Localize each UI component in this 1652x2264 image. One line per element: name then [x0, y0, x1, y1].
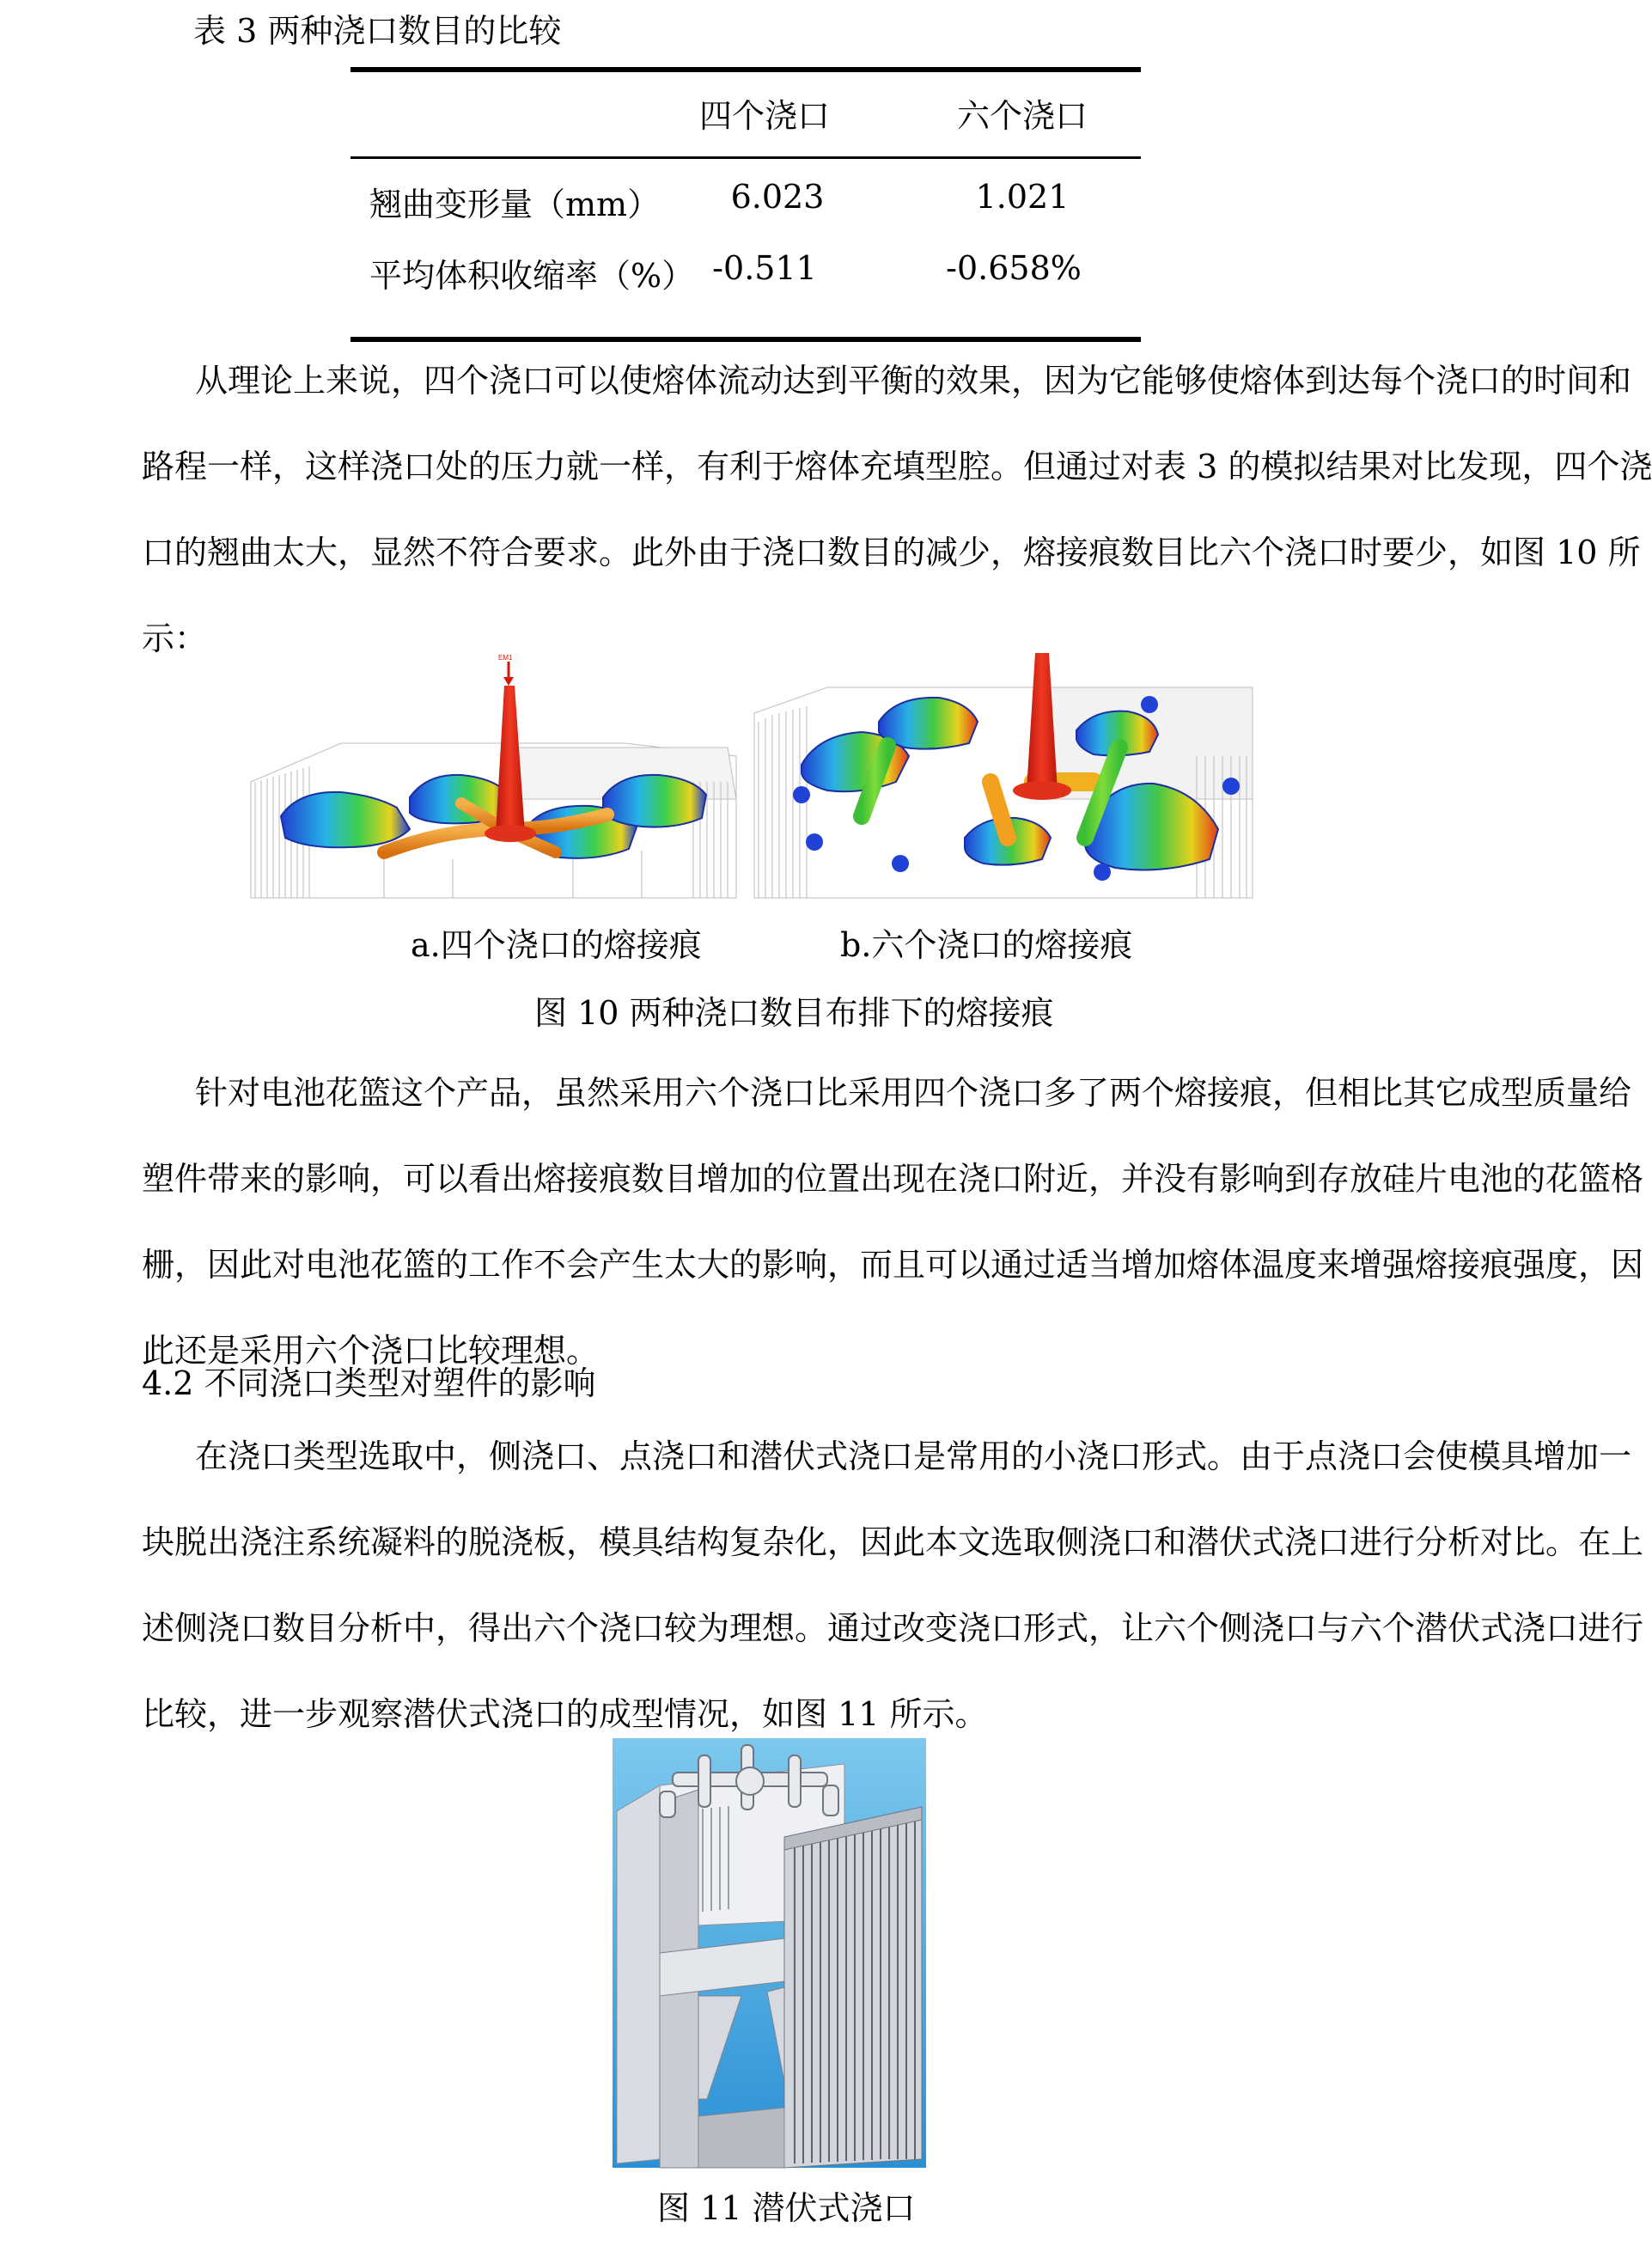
table-cell: 6.023 — [730, 178, 825, 216]
four-gate-weld-line-plot — [247, 653, 741, 898]
table-row-label: 平均体积收缩率（%） — [369, 257, 695, 295]
six-gate-weld-line-plot — [750, 653, 1253, 898]
text-line: 从理论上来说，四个浇口可以使熔体流动达到平衡的效果，因为它能够使熔体到达每个浇口的时间和 — [195, 362, 1632, 400]
text-line: 在浇口类型选取中，侧浇口、点浇口和潜伏式浇口是常用的小浇口形式。由于点浇口会使模具增加一 — [195, 1437, 1632, 1475]
figure-11-caption: 图 11 潜伏式浇口 — [657, 2189, 916, 2227]
text-line: 此还是采用六个浇口比较理想。 — [142, 1332, 600, 1370]
em1-marker: EM1 — [498, 654, 513, 662]
text-line: 口的翘曲太大，显然不符合要求。此外由于浇口数目的减少，熔接痕数目比六个浇口时要少，如图 10 所 — [142, 534, 1641, 571]
table-cell: -0.511 — [712, 249, 817, 287]
submarine-gate-cad-model — [613, 1738, 926, 2168]
figure-10-caption: 图 10 两种浇口数目布排下的熔接痕 — [534, 994, 1054, 1032]
paragraph-gate-types — [142, 1413, 1644, 1757]
text-line: 塑件带来的影响，可以看出熔接痕数目增加的位置出现在浇口附近，并没有影响到存放硅片电池的花篮格 — [142, 1160, 1644, 1198]
table-header-four-gates: 四个浇口 — [698, 97, 831, 135]
table-caption: 表 3 两种浇口数目的比较 — [193, 12, 562, 50]
table-header-six-gates: 六个浇口 — [956, 97, 1088, 135]
text-line: 块脱出浇注系统凝料的脱浇板，模具结构复杂化，因此本文选取侧浇口和潜伏式浇口进行分析对比。在上 — [142, 1523, 1644, 1561]
text-line: 比较，进一步观察潜伏式浇口的成型情况，如图 11 所示。 — [142, 1695, 988, 1733]
text-line: 示： — [142, 619, 208, 657]
text-line: 针对电池花篮这个产品，虽然采用六个浇口比采用四个浇口多了两个熔接痕，但相比其它成型质量给 — [195, 1074, 1632, 1112]
figure-10b-image — [750, 653, 1253, 898]
text-line: 栅，因此对电池花篮的工作不会产生太大的影响，而且可以通过适当增加熔体温度来增强熔接痕强度，因 — [142, 1246, 1644, 1284]
figure-10a-caption: a.四个浇口的熔接痕 — [411, 926, 702, 964]
table-top-rule — [351, 67, 1141, 72]
section-heading: 4.2 不同浇口类型对塑件的影响 — [142, 1364, 596, 1402]
paragraph-theory — [142, 338, 1652, 681]
table-cell: -0.658% — [946, 249, 1082, 287]
table-cell: 1.021 — [975, 178, 1070, 216]
figure-10a-image — [247, 653, 741, 898]
text-line: 述侧浇口数目分析中，得出六个浇口较为理想。通过改变浇口形式，让六个侧浇口与六个潜伏式浇口进行 — [142, 1609, 1644, 1647]
table-mid-rule — [351, 156, 1141, 159]
paragraph-weld-analysis — [142, 1050, 1644, 1394]
table-row-label: 翘曲变形量（mm） — [369, 186, 661, 223]
figure-10b-caption: b.六个浇口的熔接痕 — [840, 926, 1133, 964]
figure-11-image — [613, 1738, 926, 2168]
text-line: 路程一样，这样浇口处的压力就一样，有利于熔体充填型腔。但通过对表 3 的模拟结果对比发现，四个浇 — [142, 448, 1652, 485]
